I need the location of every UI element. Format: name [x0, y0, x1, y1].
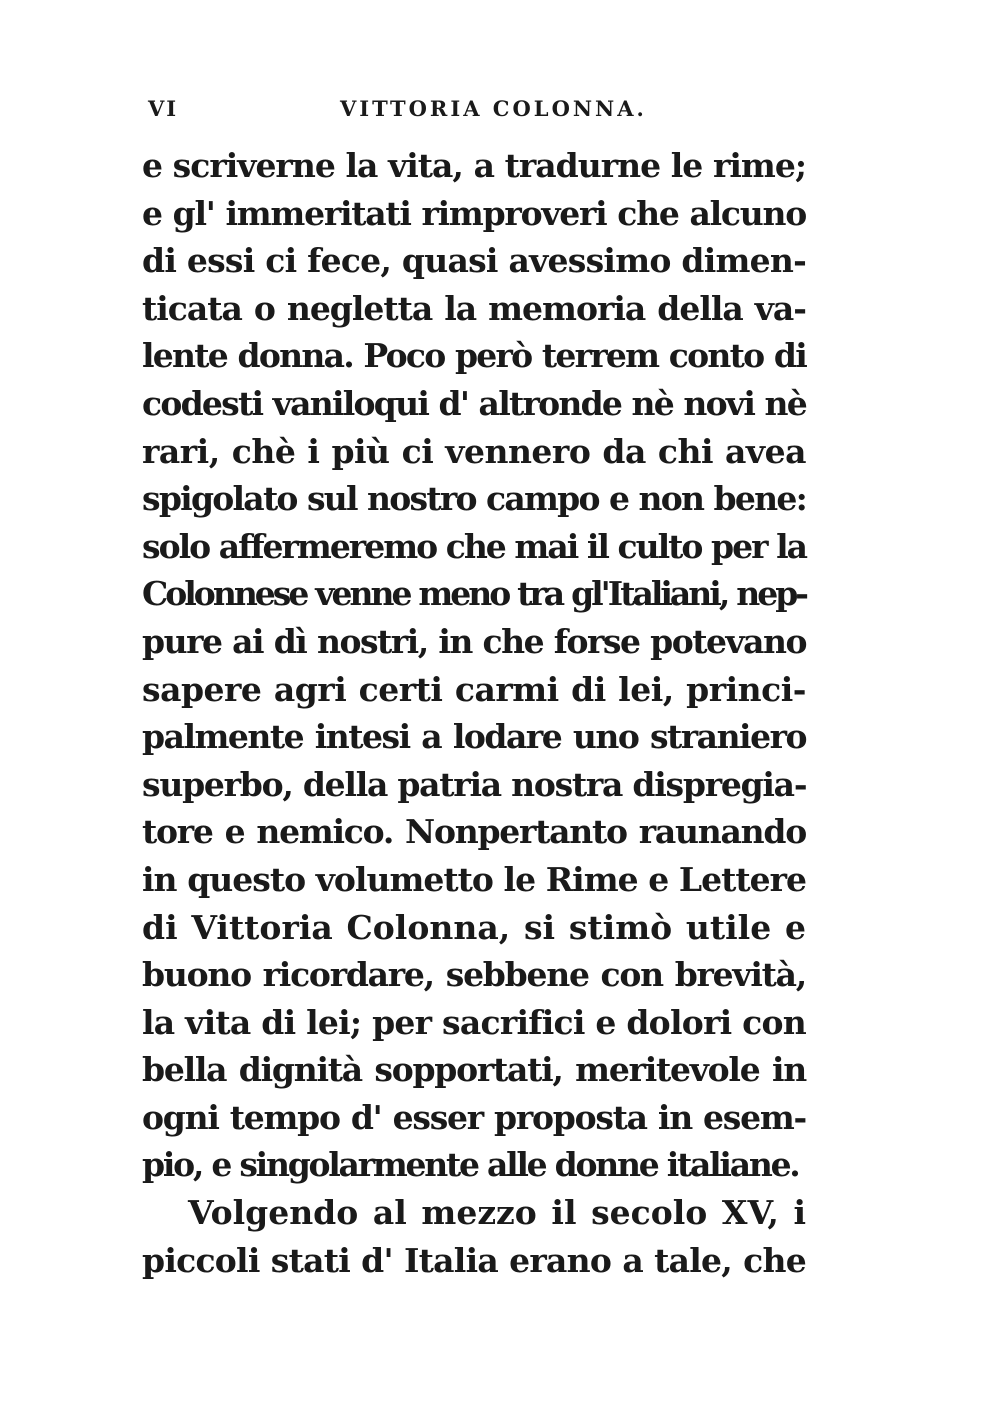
text-line: rari, chè i più ci vennero da chi avea	[142, 431, 806, 471]
text-line: spigolato sul nostro campo e non bene:	[142, 479, 806, 519]
text-line: di essi ci fece, quasi avessimo dimen-	[142, 241, 807, 281]
text-line: e scriverne la vita, a tradurne le rime;	[142, 146, 806, 185]
running-title: VITTORIA COLONNA.	[340, 96, 647, 121]
running-head	[140, 96, 810, 126]
text-line: tore e nemico. Nonpertanto raunando	[142, 812, 806, 852]
text-line: Colonnese venne meno tra gl'Italiani, nep-	[142, 574, 806, 614]
text-line: bella dignità sopportati, meritevole in	[142, 1050, 806, 1090]
text-line: la vita di lei; per sacrifici e dolori con	[142, 1002, 806, 1042]
text-line: superbo, della patria nostra dispregia-	[142, 764, 807, 804]
text-line: sapere agri certi carmi di lei, princi-	[142, 669, 806, 709]
text-line: e gl' immeritati rimproveri che alcuno	[142, 193, 806, 233]
body-text	[142, 142, 806, 1284]
text-line: pure ai dì nostri, in che forse potevano	[142, 621, 806, 661]
paragraph-end-line: pio, e singolarmente alle donne italiane.	[142, 1145, 799, 1185]
text-line: lente donna. Poco però terrem conto di	[142, 336, 806, 376]
text-line: buono ricordare, sebbene con brevità,	[142, 955, 806, 995]
text-line: ogni tempo d' esser proposta in esem-	[142, 1097, 806, 1137]
text-line: ticata o negletta la memoria della va-	[142, 288, 806, 328]
text-line: piccoli stati d' Italia erano a tale, che	[142, 1240, 806, 1280]
text-line: solo affermeremo che mai il culto per la	[142, 526, 806, 566]
text-line: palmente intesi a lodare uno straniero	[142, 717, 806, 757]
page-number: VI	[148, 96, 179, 121]
text-line: di Vittoria Colonna, si stimò utile e	[142, 907, 806, 947]
text-line: codesti vaniloqui d' altronde nè novi nè	[142, 383, 806, 423]
text-line: in questo volumetto le Rime e Lettere	[142, 859, 806, 899]
paragraph-start-line: Volgendo al mezzo il secolo XV, i	[188, 1193, 806, 1233]
